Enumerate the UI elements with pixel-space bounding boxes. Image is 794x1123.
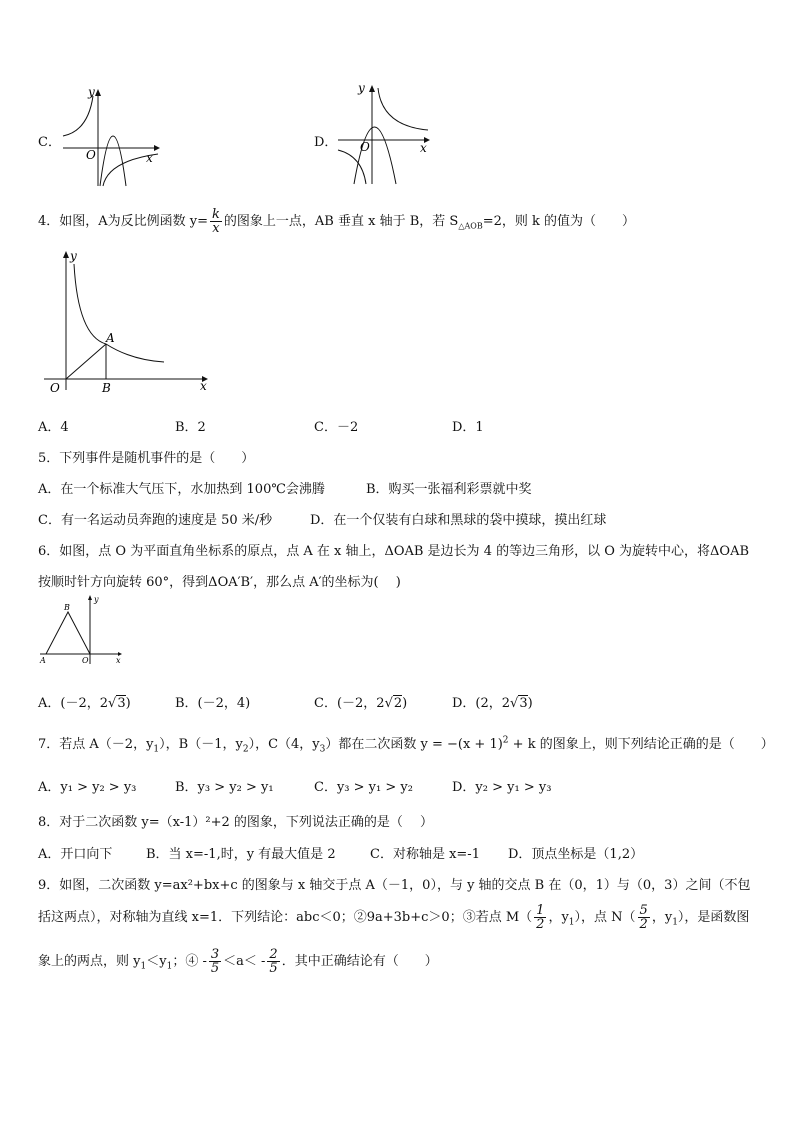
q9-fraction-n (638, 904, 650, 931)
q9-n-num: 5 (639, 903, 648, 918)
q6-option-c-text: C．(－2，2 (314, 696, 385, 711)
hyperbola-branch-upper-left (63, 96, 93, 136)
q3-option-d-graph (334, 80, 438, 190)
q4-stem-mid: 的图象上一点，AB 垂直 x 轴于 B，若 S (223, 214, 459, 229)
y-axis-arrow (369, 85, 375, 92)
q9-m-num: 1 (536, 903, 545, 918)
q5-option-b: B．购买一张福利彩票就中奖 (366, 482, 532, 497)
q6-option-a: A．(－2，2√3) (38, 696, 131, 711)
x-axis-label: x (200, 379, 207, 393)
q9-line3-lt: ＜y (146, 954, 167, 969)
q4-fraction-den: x (210, 221, 222, 235)
q6-option-c-close: ) (402, 696, 408, 711)
q4-fraction-num: k (212, 207, 220, 222)
origin-label: O (82, 656, 89, 665)
q7-sub3: 3 (319, 744, 326, 755)
q9-line3-mid: ；④ - (172, 954, 207, 969)
triangle-oab (46, 612, 90, 654)
origin-label: O (360, 140, 370, 154)
q9-line3-mid2: ＜a＜ - (223, 954, 266, 969)
q3-option-d-label: D． (314, 135, 338, 150)
q6-option-d: D．(2，2√3) (452, 696, 533, 711)
q9-fraction-m (534, 904, 546, 931)
y-axis-label: y (88, 86, 95, 99)
q4-figure (36, 244, 216, 394)
origin-label: O (86, 148, 96, 162)
q6-option-c-radicand: 2 (393, 696, 403, 711)
x-axis-label: x (146, 151, 153, 165)
q7-option-b: B．y₃ > y₂ > y₁ (175, 780, 274, 795)
x-axis-arrow (154, 145, 160, 151)
q7-sup2: 2 (502, 735, 509, 746)
parabola (100, 136, 126, 186)
y-axis-arrow (88, 595, 92, 600)
parabola (354, 127, 396, 184)
q8-option-a: A．开口向下 (38, 847, 113, 862)
q6-stem-line1: 6．如图，点 O 为平面直角坐标系的原点，点 A 在 x 轴上，ΔOAB 是边长为 4 的等边三角形，以 O 为旋转中心，将ΔOAB (38, 544, 750, 559)
q9-f2-num: 2 (269, 947, 278, 962)
q9-line2-post: ），是函数图 (677, 910, 750, 925)
q4-subscript: △AOB (458, 221, 483, 231)
q8-stem: 8．对于二次函数 y=（x-1）²+2 的图象，下列说法正确的是（ ） (38, 815, 434, 830)
y-axis-label: y (70, 249, 77, 263)
q9-line2-sub-n: 1 (672, 917, 678, 928)
q3-option-c-graph (58, 86, 168, 190)
point-b-label: B (102, 381, 111, 394)
point-a-label: A (40, 656, 46, 665)
q9-line3-sub1: 1 (140, 961, 147, 972)
q4-stem-prefix: 4．如图，A为反比例函数 y= (38, 214, 209, 229)
q7-text-d: ）都在二次函数 y = −(x + 1) (325, 737, 503, 752)
q6-option-b: B．(－2，4) (175, 696, 251, 711)
q9-stem-line3 (38, 948, 438, 975)
q5-option-c: C．有一名运动员奔跑的速度是 50 米/秒 (38, 513, 273, 528)
q7-sub1: 1 (153, 744, 160, 755)
q9-stem-line1: 9．如图，二次函数 y=ax²+bx+c 的图象与 x 轴交于点 A（－1，0），与 y 轴的交点 B 在（0，1）与（0，3）之间（不包 (38, 878, 751, 893)
q6-option-d-text: D．(2，2 (452, 696, 511, 711)
q7-option-c: C．y₃ > y₁ > y₂ (314, 780, 413, 795)
q6-option-d-close: ) (527, 696, 533, 711)
q9-line2-sub: 1 (568, 917, 575, 928)
q9-f1-num: 3 (210, 947, 220, 962)
q5-option-a: A．在一个标准大气压下，水加热到 100℃会沸腾 (38, 482, 325, 497)
q7-text-c: ），C（4，y (248, 737, 320, 752)
q9-fraction-f1 (209, 948, 221, 975)
q9-line3-pre: 象上的两点，则 y (38, 954, 141, 969)
q6-option-d-radicand: 3 (519, 696, 528, 711)
q4-fraction (210, 208, 222, 235)
q7-option-d: D．y₂ > y₁ > y₃ (452, 780, 552, 795)
q8-option-b: B．当 x=-1,时，y 有最大值是 2 (146, 847, 336, 862)
q9-line2-mid: ，y (548, 910, 569, 925)
y-axis-arrow (63, 251, 69, 258)
segment-oa (66, 344, 106, 379)
q9-n-den: 2 (639, 917, 648, 932)
q7-text-e: + k 的图象上，则下列结论正确的是（ ） (508, 737, 774, 752)
q6-option-a-text: A．(－2，2 (38, 696, 109, 711)
q8-option-c: C．对称轴是 x=-1 (370, 847, 480, 862)
q9-line2-pre: 括这两点），对称轴为直线 x=1．下列结论：abc＜0；②9a+3b+c＞0；③若点 M（ (38, 910, 533, 925)
q9-line2-mid2: ），点 N（ (574, 910, 636, 925)
q6-figure (36, 592, 126, 666)
q9-m-den: 2 (536, 917, 545, 932)
q6-option-a-close: ) (125, 696, 131, 711)
q4-stem-suffix: =2，则 k 的值为（ ） (482, 214, 636, 229)
q6-option-a-radicand: 3 (117, 696, 126, 711)
q9-f2-den: 5 (269, 961, 278, 976)
q4-option-a: A．4 (38, 420, 69, 435)
y-axis-label: y (94, 595, 99, 604)
hyperbola (74, 264, 164, 362)
q4-stem (38, 208, 635, 235)
x-axis-label: x (116, 656, 121, 665)
q6-option-c: C．(－2，2√2) (314, 696, 408, 711)
y-axis-label: y (358, 81, 365, 95)
q5-stem: 5．下列事件是随机事件的是（ ） (38, 451, 255, 466)
q3-option-c-label: C． (38, 135, 61, 150)
q4-option-c: C．－2 (314, 420, 359, 435)
q4-option-d: D．1 (452, 420, 484, 435)
q7-option-a: A．y₁ > y₂ > y₃ (38, 780, 137, 795)
point-a-label: A (106, 331, 115, 345)
q7-stem (38, 733, 774, 755)
q9-line3-sub2: 1 (166, 961, 173, 972)
q8-option-d: D．顶点坐标是（1,2） (508, 847, 644, 862)
q4-option-b: B．2 (175, 420, 206, 435)
q7-text-b: ），B（－1，y (159, 737, 243, 752)
q5-option-d: D．在一个仅装有白球和黑球的袋中摸球，摸出红球 (310, 513, 607, 528)
hyperbola-branch-lower-left (338, 150, 366, 184)
q6-stem-line2: 按顺时针方向旋转 60°，得到ΔOA′B′，那么点 A′的坐标为( ) (38, 575, 401, 590)
q9-stem-line2: 括这两点），对称轴为直线 x=1．下列结论：abc＜0；②9a+3b+c＞0；③若点 M（ $\frac{1}{2}$ ，$y_1$），点 N（ $\frac{5}{2}$ ，$y_1$），是函数图 (38, 903, 750, 932)
x-axis-label: x (420, 141, 427, 155)
origin-label: O (50, 381, 60, 394)
q9-f1-den: 5 (210, 961, 220, 976)
y-axis-arrow (95, 89, 101, 96)
q7-sub2: 2 (242, 744, 249, 755)
q9-line3-post: ．其中正确结论有（ ） (281, 954, 438, 969)
hyperbola-branch-upper-right (378, 88, 428, 130)
q9-fraction-f2 (267, 948, 279, 975)
q7-text-a: 7．若点 A（－2，y (38, 737, 154, 752)
point-b-label: B (64, 603, 70, 612)
